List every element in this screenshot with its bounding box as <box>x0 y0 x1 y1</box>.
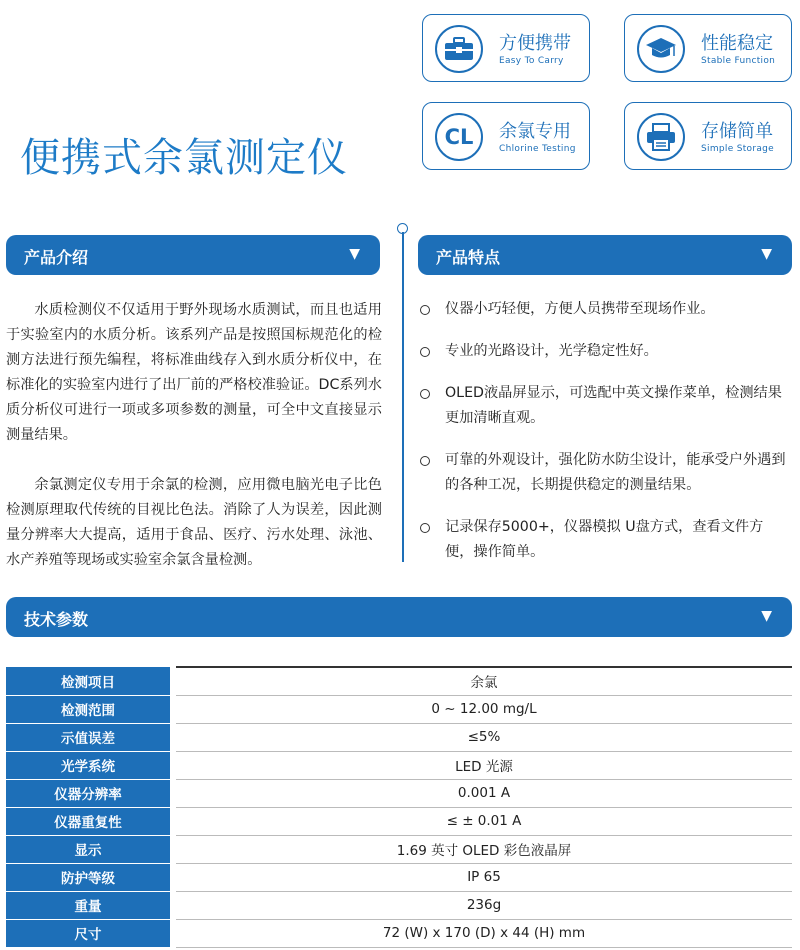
printer-icon <box>637 113 685 161</box>
cl-icon <box>435 113 483 161</box>
spec-key: 检测项目 <box>6 667 170 695</box>
chevron-down-icon: ▼ <box>761 246 772 262</box>
circle-bullet-icon <box>420 389 430 399</box>
intro-text <box>6 298 382 448</box>
feature-card-title: 存储简单 <box>701 121 773 142</box>
section-header-specs[interactable] <box>6 597 792 637</box>
briefcase-icon <box>435 25 483 73</box>
spec-key: 仪器分辨率 <box>6 779 170 807</box>
feature-card-title: 性能稳定 <box>701 33 773 54</box>
spec-value: ≤ ± 0.01 A <box>176 807 792 835</box>
table-row <box>6 919 792 947</box>
circle-bullet-icon <box>420 347 430 357</box>
circle-bullet-icon <box>420 456 430 466</box>
section-title: 技术参数 <box>24 610 89 629</box>
circle-bullet-icon <box>420 523 430 533</box>
spec-key: 光学系统 <box>6 751 170 779</box>
spec-value: 0 ~ 12.00 mg/L <box>176 695 792 723</box>
spec-key: 显示 <box>6 835 170 863</box>
feature-card-subtitle: Stable Function <box>701 56 776 66</box>
intro-paragraph: 余氯测定仪专用于余氯的检测，应用微电脑光电子比色检测原理取代传统的目视比色法。消除了人为误差，因此测量分辨率大大提高，适用于食品、医疗、污水处理、泳池、水产养殖等现场或实验室余氯含量检测。 <box>6 477 382 568</box>
feature-card-title: 余氯专用 <box>499 121 571 142</box>
spec-table <box>6 666 792 948</box>
section-header-features[interactable] <box>418 235 792 275</box>
column-divider <box>402 232 404 562</box>
section-title: 产品特点 <box>436 248 501 267</box>
intro-text <box>6 473 382 573</box>
table-row <box>6 835 792 863</box>
list-item <box>418 381 790 431</box>
table-row <box>6 807 792 835</box>
chevron-down-icon: ▼ <box>761 608 772 624</box>
feature-text: 可靠的外观设计，强化防水防尘设计，能承受户外遇到的各种工况，长期提供稳定的测量结果。 <box>445 452 786 493</box>
spec-value: ≤5% <box>176 723 792 751</box>
table-row <box>6 751 792 779</box>
list-item <box>418 297 790 322</box>
feature-text: 专业的光路设计，光学稳定性好。 <box>445 343 658 359</box>
feature-card-title: 方便携带 <box>499 33 571 54</box>
spec-key: 仪器重复性 <box>6 807 170 835</box>
feature-card-storage <box>624 102 792 170</box>
feature-card-carry <box>422 14 590 82</box>
cl-icon-text: CL <box>444 125 474 149</box>
list-item <box>418 515 790 565</box>
feature-card-subtitle: Simple Storage <box>701 144 775 154</box>
feature-text: 仪器小巧轻便，方便人员携带至现场作业。 <box>445 301 715 317</box>
table-row <box>6 863 792 891</box>
spec-key: 重量 <box>6 891 170 919</box>
table-row <box>6 891 792 919</box>
feature-card-subtitle: Chlorine Testing <box>499 144 576 154</box>
table-row <box>6 695 792 723</box>
spec-value: 236g <box>176 891 792 919</box>
feature-list <box>418 297 790 582</box>
feature-text: OLED液晶屏显示，可选配中英文操作菜单，检测结果更加清晰直观。 <box>445 385 782 426</box>
intro-paragraph: 水质检测仪不仅适用于野外现场水质测试，而且也适用于实验室内的水质分析。该系列产品是按照国标规范化的检测方法进行预先编程，将标准曲线存入到水质分析仪中，在标准化的实验室内进行了出厂前的严格校准验证。DC系列水质分析仪可进行一项或多项参数的测量，可全中文直接显示测量结果。 <box>6 302 382 443</box>
spec-value: 1.69 英寸 OLED 彩色液晶屏 <box>176 835 792 863</box>
spec-value: LED 光源 <box>176 751 792 779</box>
page-title: 便携式余氯测定仪 <box>20 135 348 181</box>
spec-key: 尺寸 <box>6 919 170 947</box>
feature-card-chlorine <box>422 102 590 170</box>
spec-value: 0.001 A <box>176 779 792 807</box>
table-row <box>6 779 792 807</box>
spec-key: 示值误差 <box>6 723 170 751</box>
list-item <box>418 448 790 498</box>
table-row <box>6 723 792 751</box>
section-title: 产品介绍 <box>24 248 89 267</box>
spec-value: IP 65 <box>176 863 792 891</box>
feature-card-subtitle: Easy To Carry <box>499 56 564 66</box>
feature-text: 记录保存5000+，仪器模拟 U盘方式，查看文件方便，操作简单。 <box>445 519 764 560</box>
list-item <box>418 339 790 364</box>
spec-value: 72 (W) x 170 (D) x 44 (H) mm <box>176 919 792 947</box>
spec-value: 余氯 <box>176 667 792 695</box>
graduation-cap-icon <box>637 25 685 73</box>
spec-key: 防护等级 <box>6 863 170 891</box>
table-row <box>6 667 792 695</box>
spec-key: 检测范围 <box>6 695 170 723</box>
chevron-down-icon: ▼ <box>349 246 360 262</box>
section-header-intro[interactable] <box>6 235 380 275</box>
feature-card-stable <box>624 14 792 82</box>
circle-bullet-icon <box>420 305 430 315</box>
